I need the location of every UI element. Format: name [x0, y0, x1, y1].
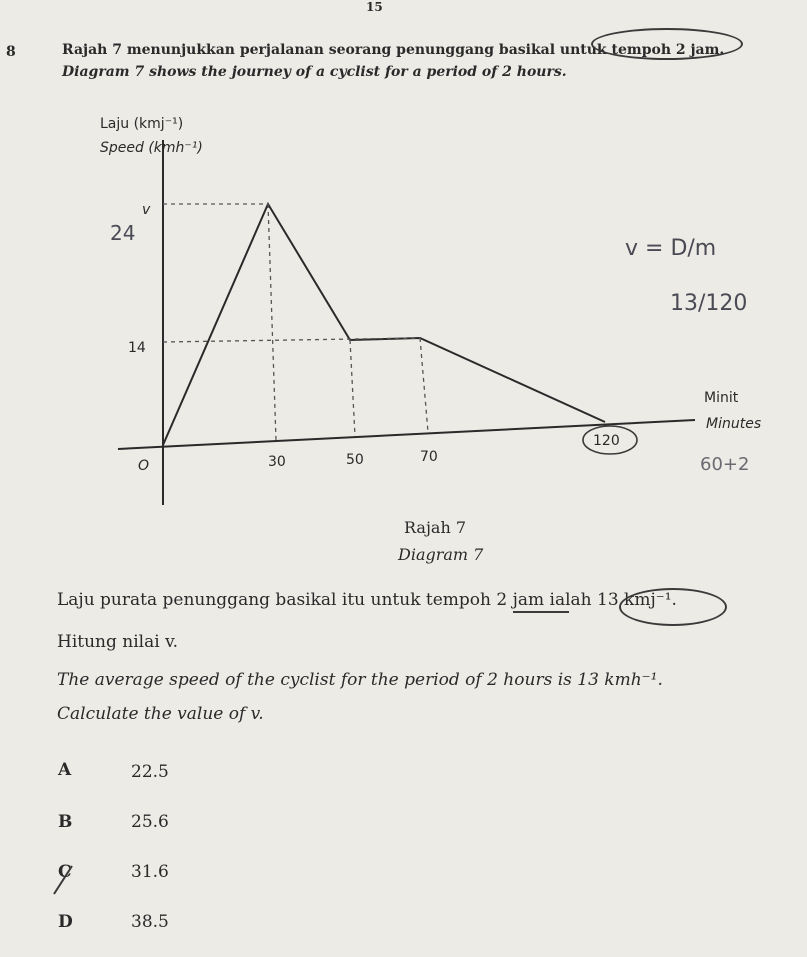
handwritten-tick-mark [50, 862, 86, 898]
body-text-malay: Laju purata penunggang basikal itu untuk tempoh 2 jam ialah 13 kmj⁻¹. [57, 590, 677, 610]
option-value: 22.5 [131, 762, 169, 782]
handwritten-circle-13 [619, 588, 727, 626]
option-letter: D [58, 912, 73, 932]
question-text-malay: Rajah 7 menunjukkan perjalanan seorang penunggang basikal untuk tempoh 2 jam. [62, 42, 725, 58]
y-tick-v: v [142, 202, 151, 218]
handwritten-note-fraction: 13/120 [670, 291, 748, 316]
body-instruction-english: Calculate the value of v. [57, 704, 264, 724]
option-value: 38.5 [131, 912, 169, 932]
body-instruction-malay: Hitung nilai v. [57, 632, 179, 652]
x-tick-30: 30 [268, 454, 286, 470]
handwritten-note-24: 24 [110, 221, 136, 245]
y-axis-label-malay: Laju (kmj⁻¹) [100, 116, 184, 132]
option-letter: C [58, 862, 72, 882]
option-value: 25.6 [131, 812, 169, 832]
option-letter: B [58, 812, 73, 832]
x-axis-label-english: Minutes [706, 416, 762, 432]
x-tick-120: 120 [593, 433, 620, 449]
option-value: 31.6 [131, 862, 169, 882]
body-text-english: The average speed of the cyclist for the period of 2 hours is 13 kmh⁻¹. [57, 670, 663, 690]
handwritten-note-speed: v = D/m [625, 236, 717, 261]
diagram-caption-malay: Rajah 7 [404, 518, 467, 537]
dash-50 [350, 340, 355, 436]
origin-label: O [138, 458, 150, 474]
y-tick-14: 14 [128, 340, 146, 356]
x-tick-70: 70 [420, 449, 438, 465]
question-text-english: Diagram 7 shows the journey of a cyclist for a period of 2 hours. [62, 64, 567, 80]
x-tick-50: 50 [346, 452, 364, 468]
handwritten-note-sum: 60+2 [700, 454, 750, 475]
y-axis-label-english: Speed (kmh⁻¹) [100, 140, 203, 156]
question-number: 8 [6, 44, 16, 60]
journey-line [163, 204, 605, 445]
dash-70 [420, 338, 428, 432]
page-number: 15 [366, 0, 383, 14]
x-axis-label-malay: Minit [704, 390, 739, 406]
handwritten-underline [513, 611, 569, 613]
dash-30 [268, 204, 276, 440]
diagram-caption-english: Diagram 7 [398, 545, 484, 564]
option-letter: A [58, 760, 72, 780]
